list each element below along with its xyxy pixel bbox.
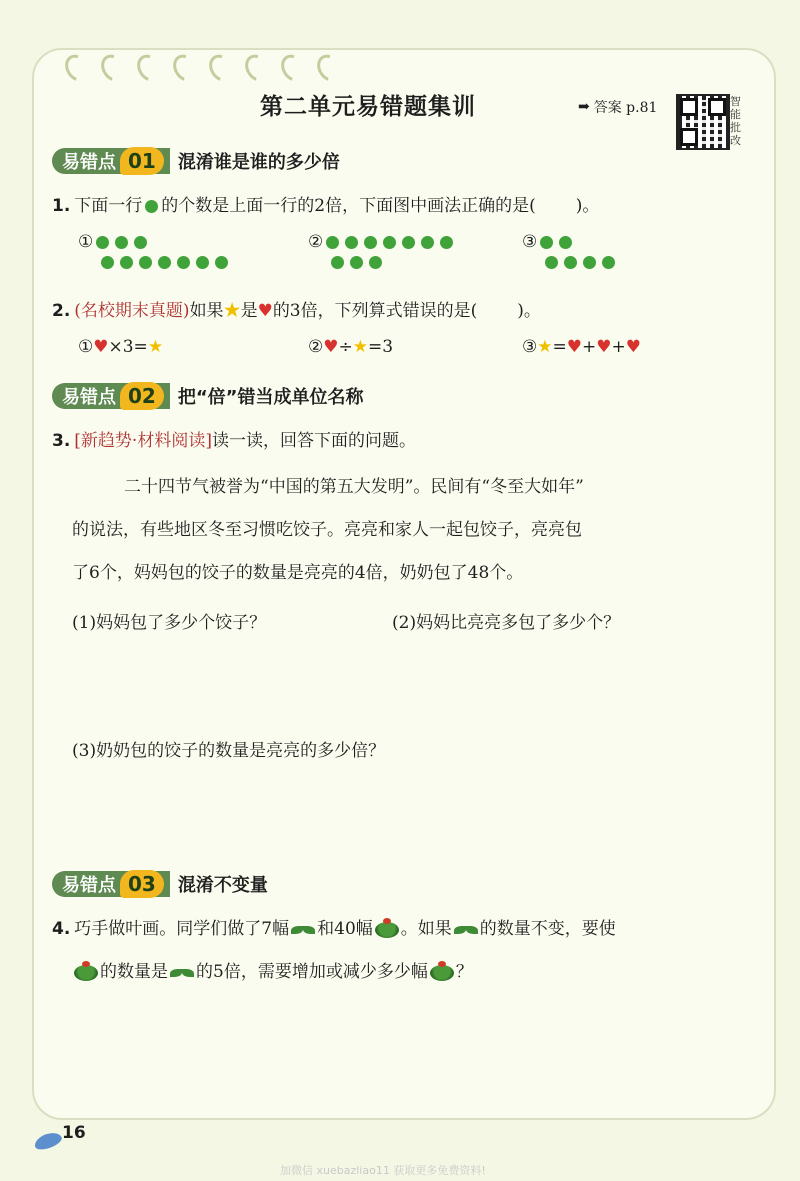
hedgehog-leaf-icon — [430, 965, 454, 981]
page-number: 16 — [62, 1123, 86, 1143]
heart-icon: ♥ — [257, 301, 273, 321]
green-dot-icon — [145, 200, 158, 213]
q3-sub-2: (2)妈妈比亮亮多包了多少个？ — [392, 613, 621, 633]
binder-rings — [66, 54, 340, 82]
smart-grading-label: 智 能 批 改 — [730, 95, 741, 147]
page-title: 第二单元易错题集训 — [260, 94, 476, 120]
q3-sub-1: (1)妈妈包了多少个饺子？ — [72, 613, 267, 633]
question-3: 3. [新趋势·材料阅读]读一读，回答下面的问题。 — [52, 431, 416, 451]
watermark: 加微信 xuebazliao11 获取更多免费资料! — [280, 1164, 486, 1177]
q1-option-2[interactable]: ② — [308, 232, 456, 272]
question-4-line-2: 的数量是 的5倍，需要增加或减少多少幅 ？ — [72, 957, 473, 982]
arrow-right-icon: ➡ — [578, 99, 590, 115]
butterfly-leaf-icon — [291, 923, 315, 937]
section-01-header: 易错点 01 混淆谁是谁的多少倍 — [52, 146, 340, 176]
reading-passage: 二十四节气被誉为“中国的第五大发明”。民间有“冬至大如年” 的说法，有些地区冬至习惯吃饺子。亮亮和家人一起包饺子，亮亮包 了6个，妈妈包的饺子的数量是亮亮的4倍，奶奶包了48个。 — [72, 477, 584, 583]
question-1: 1. 下面一行 的个数是上面一行的2倍，下面图中画法正确的是( )。 — [52, 196, 600, 216]
q3-sub-3: (3)奶奶包的饺子的数量是亮亮的多少倍？ — [72, 741, 386, 761]
butterfly-leaf-icon — [170, 966, 194, 980]
q2-option-3[interactable]: ③★=♥+♥+♥ — [522, 337, 641, 357]
question-2: 2. (名校期末真题)如果★是♥的3倍，下列算式错误的是( )。 — [52, 301, 541, 321]
hedgehog-leaf-icon — [74, 965, 98, 981]
section-03-header: 易错点 03 混淆不变量 — [52, 869, 268, 899]
q2-option-1[interactable]: ①♥×3=★ — [78, 337, 164, 357]
qr-code[interactable] — [676, 94, 730, 150]
q1-option-1[interactable]: ① — [78, 232, 231, 272]
q2-option-2[interactable]: ②♥÷★=3 — [308, 337, 394, 357]
butterfly-leaf-icon — [454, 923, 478, 937]
q1-option-3[interactable]: ③ — [522, 232, 618, 272]
hedgehog-leaf-icon — [375, 922, 399, 938]
section-02-header: 易错点 02 把“倍”错当成单位名称 — [52, 381, 364, 411]
question-4: 4. 巧手做叶画。同学们做了7幅 和40幅 。如果 的数量不变，要使 — [52, 919, 616, 939]
answer-reference[interactable]: ➡ 答案 p.81 — [578, 99, 658, 116]
dolphin-icon — [32, 1130, 63, 1153]
star-icon: ★ — [223, 301, 241, 321]
